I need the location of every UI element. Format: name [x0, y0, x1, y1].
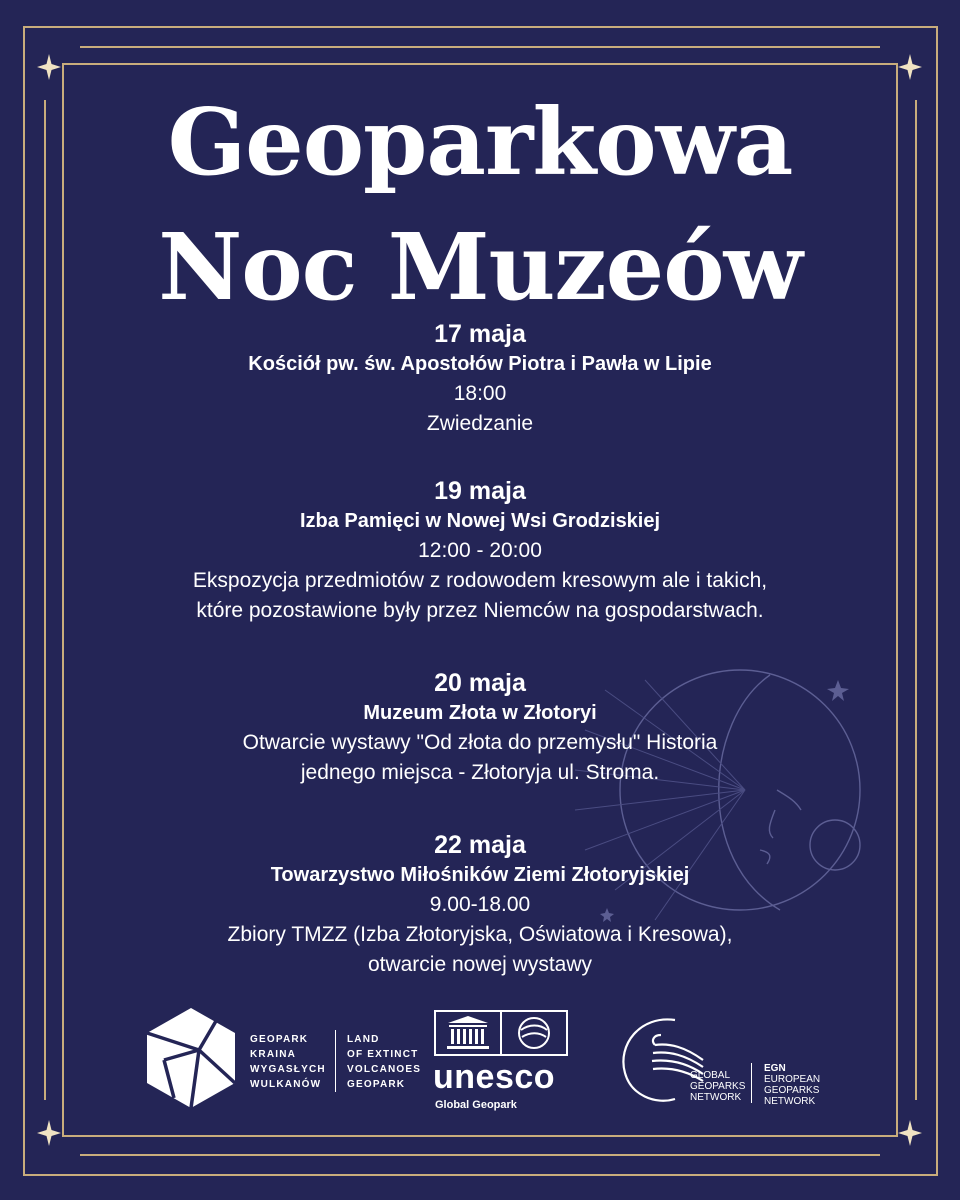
- star-icon-bottom-right: [898, 1120, 922, 1146]
- event-19-maja: [60, 476, 900, 626]
- event-description-line-2: które pozostawione były przez Niemców na gospodarstwach.: [196, 599, 764, 622]
- event-description-line-2: jednego miejsca - Złotoryja ul. Stroma.: [300, 761, 660, 784]
- geopark-en-line: LAND: [347, 1034, 380, 1045]
- ggn-label: [690, 1070, 745, 1103]
- geopark-pl-line: GEOPARK: [250, 1034, 309, 1045]
- event-time: 9.00-18.00: [429, 893, 531, 916]
- geopark-pl-line: KRAINA: [250, 1049, 297, 1060]
- event-place: Muzeum Złota w Złotoryi: [363, 702, 597, 724]
- unesco-wordmark: unesco: [433, 1058, 556, 1096]
- event-description: Zwiedzanie: [426, 412, 534, 435]
- geopark-pl-line: WULKANÓW: [250, 1079, 322, 1090]
- event-description-line-1: Otwarcie wystawy "Od złota do przemysłu" Historia: [242, 731, 718, 754]
- event-place: Towarzystwo Miłośników Ziemi Złotoryjskiej: [270, 864, 690, 886]
- ggn-line: GLOBAL: [690, 1070, 731, 1081]
- logo-separator: [335, 1030, 336, 1092]
- geopark-en-line: VOLCANOES: [347, 1064, 422, 1075]
- event-description-line-1: Zbiory TMZZ (Izba Złotoryjska, Oświatowa i Kresowa),: [227, 923, 733, 946]
- ggn-line: NETWORK: [690, 1092, 742, 1103]
- geopark-en-line: OF EXTINCT: [347, 1049, 419, 1060]
- egn-line: NETWORK: [764, 1096, 816, 1107]
- event-date: 20 maja: [434, 669, 526, 697]
- egn-line: GEOPARKS: [764, 1085, 820, 1096]
- title-line-1: Geoparkowa: [167, 88, 793, 196]
- star-icon-top-left: [37, 54, 61, 80]
- egn-abbreviation: EGN: [764, 1063, 786, 1074]
- event-time: 18:00: [453, 382, 507, 405]
- star-icon-bottom-left: [37, 1120, 61, 1146]
- event-description-line-2: otwarcie nowej wystawy: [367, 953, 593, 976]
- geopark-en-line: GEOPARK: [347, 1079, 406, 1090]
- event-place: Kościół pw. św. Apostołów Piotra i Pawła w Lipie: [248, 353, 712, 375]
- egn-line: EUROPEAN: [764, 1074, 821, 1085]
- event-20-maja: [60, 668, 900, 788]
- geopark-name-pl: [250, 1032, 326, 1092]
- event-description-line-1: Ekspozycja przedmiotów z rodowodem kresowym ale i takich,: [192, 569, 768, 592]
- geopark-name-en: [347, 1032, 421, 1092]
- event-17-maja: [60, 319, 900, 439]
- egn-label: [764, 1063, 820, 1107]
- logo-separator: [751, 1063, 752, 1103]
- event-place: Izba Pamięci w Nowej Wsi Grodziskiej: [299, 510, 661, 532]
- unesco-global-geopark: Global Geopark: [435, 1099, 517, 1111]
- geopark-hexagon-logo-icon: [144, 1005, 238, 1111]
- star-icon-top-right: [898, 54, 922, 80]
- event-date: 19 maja: [434, 477, 526, 505]
- event-date: 17 maja: [434, 320, 526, 348]
- ggn-line: GEOPARKS: [690, 1081, 746, 1092]
- geopark-pl-line: WYGASŁYCH: [250, 1064, 326, 1075]
- unesco-temple-icon: [434, 1010, 568, 1056]
- title-line-2: Noc Muzeów: [158, 213, 802, 321]
- event-time: 12:00 - 20:00: [418, 539, 542, 562]
- event-22-maja: [60, 830, 900, 980]
- event-date: 22 maja: [434, 831, 526, 859]
